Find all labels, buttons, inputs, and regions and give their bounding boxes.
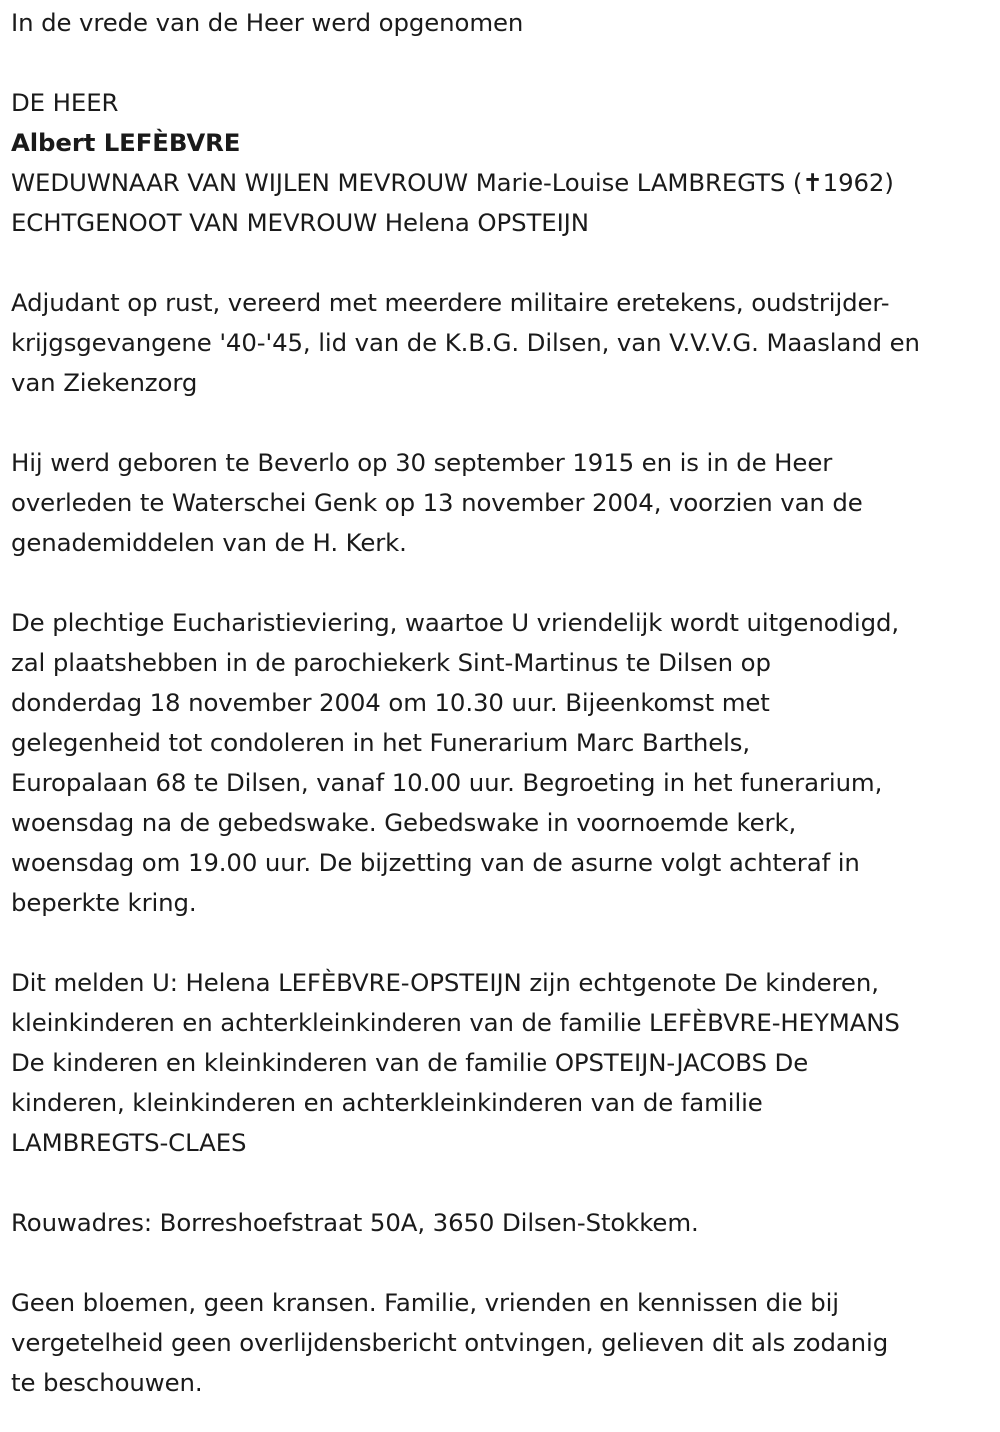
spacer xyxy=(11,243,990,283)
spouse-line: ECHTGENOOT VAN MEVROUW Helena OPSTEIJN xyxy=(11,208,589,237)
widower-line: WEDUWNAAR VAN WIJLEN MEVROUW Marie-Louise LAMBREGTS (✝1962) xyxy=(11,168,894,197)
biography-line: van Ziekenzorg xyxy=(11,368,198,397)
birth-death-line: overleden te Waterschei Genk op 13 november 2004, voorzien van de xyxy=(11,488,863,517)
ceremony-line: Europalaan 68 te Dilsen, vanaf 10.00 uur. Begroeting in het funerarium, xyxy=(11,768,883,797)
spacer xyxy=(11,403,990,443)
ceremony-line: zal plaatshebben in de parochiekerk Sint-Martinus te Dilsen op xyxy=(11,648,771,677)
ceremony-line: woensdag na de gebedswake. Gebedswake in voornoemde kerk, xyxy=(11,808,797,837)
birth-death-line: genademiddelen van de H. Kerk. xyxy=(11,528,407,557)
spacer xyxy=(11,43,990,83)
birth-death-line: Hij werd geboren te Beverlo op 30 september 1915 en is in de Heer xyxy=(11,448,833,477)
biography-line: krijgsgevangene '40-'45, lid van de K.B.G. Dilsen, van V.V.V.G. Maasland en xyxy=(11,328,920,357)
ceremony-line: De plechtige Eucharistieviering, waartoe U vriendelijk wordt uitgenodigd, xyxy=(11,608,899,637)
spacer xyxy=(11,1243,990,1283)
announced-by-line: Dit melden U: Helena LEFÈBVRE-OPSTEIJN zijn echtgenote De kinderen, xyxy=(11,968,879,997)
closing-line: vergetelheid geen overlijdensbericht ontvingen, gelieven dit als zodanig xyxy=(11,1328,889,1357)
ceremony-line: beperkte kring. xyxy=(11,888,197,917)
spacer xyxy=(11,923,990,963)
deceased-name: Albert LEFÈBVRE xyxy=(11,128,241,157)
spacer xyxy=(11,563,990,603)
honorific-title: DE HEER xyxy=(11,88,119,117)
announced-by-line: De kinderen en kleinkinderen van de familie OPSTEIJN-JACOBS De xyxy=(11,1048,809,1077)
announced-by-paragraph xyxy=(11,963,990,1163)
announced-by-line: kleinkinderen en achterkleinkinderen van de familie LEFÈBVRE-HEYMANS xyxy=(11,1008,900,1037)
ceremony-paragraph xyxy=(11,603,990,923)
birth-death-paragraph xyxy=(11,443,990,563)
intro-text: In de vrede van de Heer werd opgenomen xyxy=(11,8,524,37)
ceremony-line: donderdag 18 november 2004 om 10.30 uur. Bijeenkomst met xyxy=(11,688,770,717)
closing-line: te beschouwen. xyxy=(11,1368,203,1397)
ceremony-line: woensdag om 19.00 uur. De bijzetting van de asurne volgt achteraf in xyxy=(11,848,860,877)
announced-by-line: kinderen, kleinkinderen en achterkleinkinderen van de familie xyxy=(11,1088,763,1117)
biography-paragraph xyxy=(11,283,990,403)
biography-line: Adjudant op rust, vereerd met meerdere militaire eretekens, oudstrijder- xyxy=(11,288,890,317)
closing-paragraph xyxy=(11,1283,990,1403)
ceremony-line: gelegenheid tot condoleren in het Funerarium Marc Barthels, xyxy=(11,728,751,757)
spacer xyxy=(11,1163,990,1203)
mourning-address: Rouwadres: Borreshoefstraat 50A, 3650 Dilsen-Stokkem. xyxy=(11,1208,699,1237)
closing-line: Geen bloemen, geen kransen. Familie, vrienden en kennissen die bij xyxy=(11,1288,839,1317)
announced-by-line: LAMBREGTS-CLAES xyxy=(11,1128,247,1157)
